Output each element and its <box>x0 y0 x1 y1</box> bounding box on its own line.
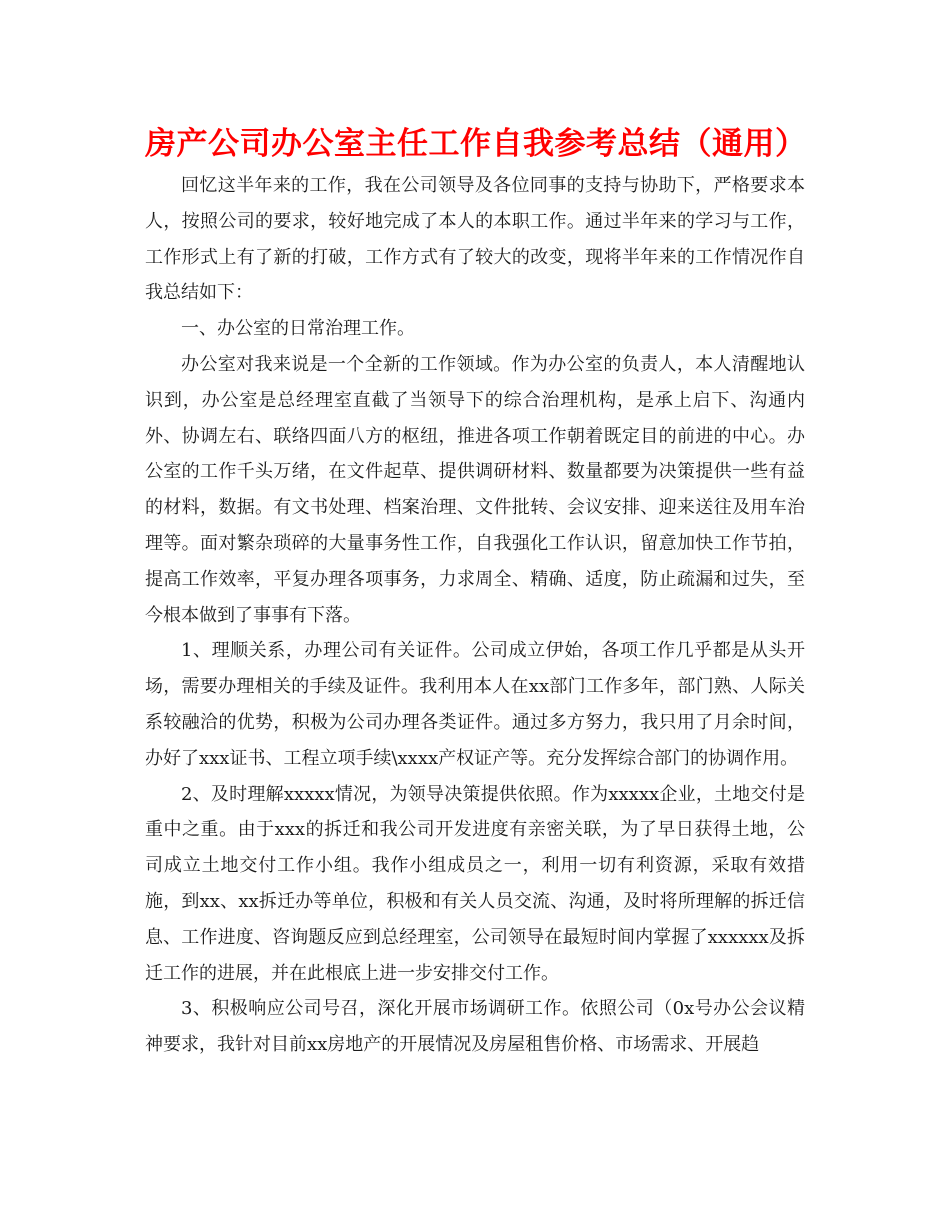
paragraph-intro: 回忆这半年来的工作，我在公司领导及各位同事的支持与协助下，严格要求本人，按照公司的要求，较好地完成了本人的本职工作。通过半年来的学习与工作，工作形式上有了新的打破，工作方式有了较大的改变，现将半年来的工作情况作自我总结如下： <box>145 175 805 304</box>
document-title: 房产公司办公室主任工作自我参考总结（通用） <box>145 126 807 162</box>
paragraph-item-2: 2、及时理解xxxxx情况，为领导决策提供依照。作为xxxxx企业，土地交付是重中之重。由于xxx的拆迁和我公司开发进度有亲密关联，为了早日获得土地，公司成立土地交付工作小组。我作小组成员之一，利用一切有利资源，采取有效措施，到xx、xx拆迁办等单位，积极和有关人员交流、沟通，及时将所理解的拆迁信息、工作进度、咨询题反应到总经理室，公司领导在最短时间内掌握了xxxxxx及拆迁工作的进展，并在此根底上进一步安排交付工作。 <box>145 783 805 984</box>
paragraph-office-role: 办公室对我来说是一个全新的工作领域。作为办公室的负责人，本人清醒地认识到，办公室是总经理室直截了当领导下的综合治理机构，是承上启下、沟通内外、协调左右、联络四面八方的枢纽，推进各项工作朝着既定目的前进的中心。办公室的工作千头万绪，在文件起草、提供调研材料、数量都要为决策提供一些有益的材料，数据。有文书处理、档案治理、文件批转、会议安排、迎来送往及用车治理等。面对繁杂琐碎的大量事务性工作，自我强化工作认识，留意加快工作节拍，提高工作效率，平复办理各项事务，力求周全、精确、适度，防止疏漏和过失，至今根本做到了事事有下落。 <box>145 353 805 626</box>
paragraph-item-1: 1、理顺关系，办理公司有关证件。公司成立伊始，各项工作几乎都是从头开场，需要办理相关的手续及证件。我利用本人在xx部门工作多年，部门熟、人际关系较融洽的优势，积极为公司办理各类证件。通过多方努力，我只用了月余时间，办好了xxx证书、工程立项手续\xxxx产权证产等。充分发挥综合部门的协调作用。 <box>145 640 805 769</box>
section-heading-office-management: 一、办公室的日常治理工作。 <box>181 318 415 340</box>
paragraph-item-3: 3、积极响应公司号召，深化开展市场调研工作。依照公司（0x号办公会议精神要求，我针对目前xx房地产的开展情况及房屋租售价格、市场需求、开展趋 <box>145 998 805 1056</box>
document-body <box>145 168 805 1063</box>
